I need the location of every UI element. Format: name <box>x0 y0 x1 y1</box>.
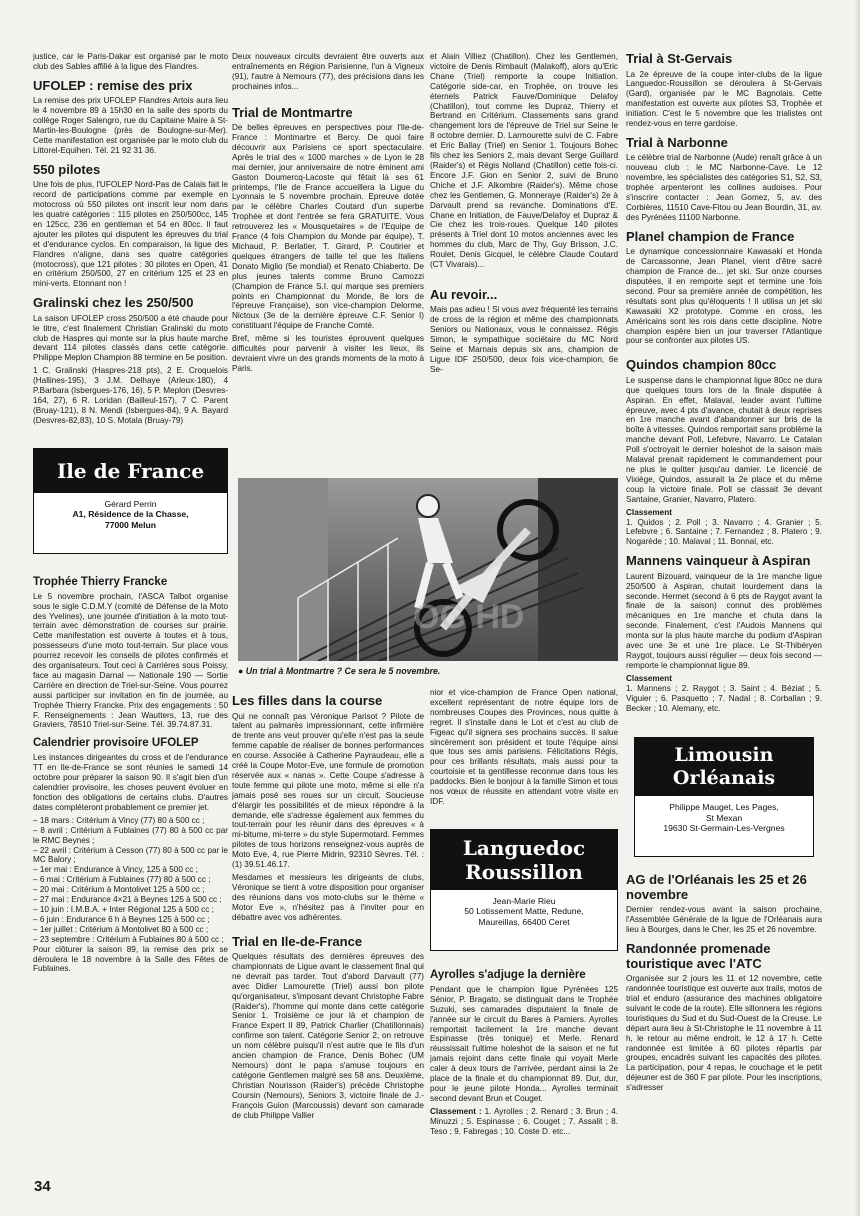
list-item: – 6 juin : Endurance 6 h à Beynes 125 à 500 cc ; <box>33 914 210 924</box>
narbonne-text: Le célèbre trial de Narbonne (Aude) renaît grâce à un nouveau club : le MC Narbonne-Cave. Le 12 novembre, les spécialistes des catégories S1, S2, S3, trophée arpenteront les collines audoises. Pour s'inscrire contacter : Jean Gomez, 5, av. des Corbières, 11510 Cave-Fitou ou Jean Bourdin, 31, av. des Pyrénées 11100 Narbonne. <box>626 153 822 222</box>
column-4 <box>626 52 822 1176</box>
quindos-text: Le suspense dans le championnat ligue 80cc ne dura que quelques tours lors de la finale disputée à Aspiran. En effet, Malaval, leader avant l'ultime épreuve, avec 4 pts d'avance, chutait à deux reprises en 1re manche avant d'abandonner sur bris de la boîte à vitesses. Quindos remportait sans problème la manche devant Poll, Lefebvre, Navarro. Le Catalan Poll s'octroyait le dernier holeshot de la saison mais Malaval prenait rapidement le commandement pour ne plus le quitter jusqu'au damier. Le licencié de Vixiège, Quindos, assurait la 2e place et du même coup la victoire finale. Poll se classait 3e devant Santaine, Granier, Navarro, Platero. <box>626 375 822 504</box>
list-item: – 8 avril : Critérium à Fublaines (77) 80 à 500 cc par le RMC Beynes ; <box>33 825 228 845</box>
column-3-bottom <box>430 688 618 1176</box>
gralinski-heading: Gralinski chez les 250/500 <box>33 295 194 311</box>
trial-photo-image <box>238 478 618 661</box>
ag-heading: AG de l'Orléanais les 25 et 26 novembre <box>626 872 807 902</box>
limousin-box-address <box>635 796 813 840</box>
stgervais-heading: Trial à St-Gervais <box>626 52 733 66</box>
gralinski-results: 1 C. Gralinski (Haspres-218 pts), 2 E. Croquelois (Hallines-195), 3 J.M. Delhaye (Arleux-180), 4 P.Barbara (Isbergues-176, 16), 5 P. Meplon (Desvres-164, 27), 6 R. Loridan (Bailleul-157), 7 C. Parent (Bruay-121), 8 N. Mendi (Isbergues-84), 9 A. Bayard (Desvres-82,83), 10 S. Motala (Bruay-79) <box>33 366 228 425</box>
mannens-text: Laurent Bizouard, vainqueur de la 1re manche ligue 250/500 à Aspiran, chutait lourdement dans la seconde. Hermet (second à 6 pts de Raygot avant la finale de la saison) connut des problèmes mécaniques en 1re manche et chuta dans la seconde. Finalement, c'est l'Audois Mannens qui monta sur la plus haute marche du podium d'Aspiran avec une 3e et une 1re place. Le St-Thibéryen Raygot, toujours aussi régulier — deux fois second — remporte le championnat ligue 89. <box>626 571 822 670</box>
pilotes-text: Une fois de plus, l'UFOLEP Nord-Pas de Calais fait le record de participations comme par exemple en motocross où 550 pilotes ont inscrit leur nom dans les quatre catégories : 115 pilotes en 250/500cc, 145 en 125cc, 236 en gentleman et 54 en 80cc. Il faut ajouter les pilotes qui disputent les épreuves du trial et d'endurance cyclos. En comparaison, la ligue des Flandres n'aligne, dans ses quatre catégories (motocross), que 121 pilotes : 30 pilotes en Open, 41 en critérium 250/500, 27 en critérium 125 et 23 en mini-verts. Etonnant non ! <box>33 180 228 289</box>
revoir-continuation: nior et vice-champion de France Open national, excellent représentant de notre équipe lors de nombreuses Coupes des Provinces, nous quitte à regret. Il s'installe dans le Lot et c'est au club de Figeac qu'il signera ses prochains succès. Il salue sincèrement son président et toute l'équipe ainsi que tous ses amis parisiens. Félicitations Régis, pour ces brillants résultats, mais aussi pour ta courtoisie et ta gentillesse reconnue dans tous les paddocks. Bien le bonjour à la famille Simon et tous nos vœux de réussite en attendant votre visite en IDF. <box>430 688 618 806</box>
ayrolles-text: Pendant que le champion ligue Pyrénées 125 Sénior, P. Bragato, se distinguait dans le Trophée Suzuki, ses camarades disputaient la finale de l'année sur le circuit du Bares à Pamiers. Ayrolles remportait facilement la 1re manche devant Espinasse (très tonique) et Merle. Renard réussissait l'ultime holeshot de la saison et ne fut jamais rejoint dans cette finale qui voyait Merle caler à deux tours de l'arrivée, perdant ainsi la 2e place de la finale et du championnat 89. Dur, dur, pour le jeune pilote Honda... Ayrolles terminait second devant Brun et Couget. <box>430 984 618 1103</box>
trial-photo <box>238 478 618 661</box>
filles-text: Qui ne connaît pas Véronique Parisot ? Pilote de talent au palmarès impressionnant, cette infirmière de trente ans veut prouver qu'elle n'est pas la seule femme capable de réaliser de bonnes performances en course. Associée à Catherine Payraudeau, elle a créé la Coupe Motor-Eve, une formule de promotion réservée aux « nanas ». Cette Coupe s'adresse à toute femme qui pilote une moto, même si elle n'a jamais posé ses roues sur un circuit. Soucieuse d'élargir les possibilités et de mieux répondre à la demande, elle s'adresse également aux femmes du tout-terrain pour les réunir dans des épreuves « à mi-bitume, mi-terre » du style Supermotard. Femmes pilotes de tous horizons renseignez-vous auprès de Moto Eve, 4, rue Pierre Midrin, 92310 Sèvres. Tél. : (1) 39.51.46.17. <box>232 711 424 870</box>
montmartre-text: De belles épreuves en perspectives pour l'Ile-de-France : Montmartre et Bercy. De quoi faire découvrir aux Parisiens ce sport spectaculaire. Après le trial des « 1000 marches » de Lyon le 28 mai dernier, jour anniversaire de notre éminent ami Gaston Doumercq-Lacoste qui fêtait là ses 61 printemps, l'Ile de France accueillera la Ligue du Lyonnais le 5 novembre prochain. Epreuve dotée par le célèbre Charles Coutard d'un superbe Trophée et dont l'entrée se fera GRATUITE. Vous retrouverez les « Mousquetaires » de l'Equipe de France (4 fois Champion du Monde par équipe), T. Michaud, P. Berlatier, T. Girard, P. Coutirier et quelques étrangers de taille tel que les Italiens Donato Miglio (5e mondial) et Renato Chiaberto. De plus jeunes talents comme Bruno Camozzi (Champion de France S.I. qui marque ses premiers points en Championnat du Monde, 8e lors de l'épreuve Française), son vice-champion Delorme, Nictoux (3e de la dernière épreuve C.F. Senior I) constituant l'équipe de Franche Comté. <box>232 123 424 331</box>
mannens-ranking: 1. Mannens ; 2. Raygot ; 3. Saint ; 4. Béziat ; 5. Viguier ; 6. Pasquetto ; 7. Nadal ; 8. Corballan ; 9. Becker ; 10. Alemany, etc. <box>626 683 822 713</box>
address-line: Gérard Perrin <box>104 498 157 509</box>
column-2-bottom <box>232 692 424 1176</box>
box-title-line: Languedoc <box>462 835 586 860</box>
list-item: – 6 mai : Critérium à Fublaines (77) 80 à 500 cc ; <box>33 875 211 885</box>
box-title-line: Orléanais <box>672 767 776 790</box>
page-number: 34 <box>34 1178 51 1195</box>
col2-intro: Deux nouveaux circuits devraient être ouverts aux entraînements en Région Parisienne, l'un à Vigneux (91), l'autre à Nemours (77), des précisions dans les prochaines infos... <box>232 52 424 91</box>
ile-de-france-box-title: Ile de France <box>34 449 227 493</box>
ufolep-text: La remise des prix UFOLEP Flandres Artois aura lieu le 4 novembre 89 à 15h30 en la salle des sports du collège Roger Salengro, rue du Capitaine Maire à St-Martin-les-Boulogne (près de Boulogne-sur-Mer). Cette manifestation est organisée par le moto club du Littorel-Equihen. Tél. 21 92 31 36. <box>33 96 228 155</box>
quindos-ranking: 1. Quidos ; 2. Poll ; 3. Navarro ; 4. Granier ; 5. Lefebvre ; 6. Santaine ; 7. Fernandez ; 8. Platero ; 9. Nogarède ; 10. Malaval ; 11. Bonnal, etc. <box>626 517 822 547</box>
photo-caption: ● Un trial à Montmartre ? Ce sera le 5 novembre. <box>238 666 441 676</box>
ufolep-heading: UFOLEP : remise des prix <box>33 77 193 93</box>
address-line: 19630 St-Germain-Les-Vergnes <box>663 823 785 834</box>
list-item: – 27 mai : Endurance 4×21 à Beynes 125 à 500 cc ; <box>33 895 222 905</box>
address-line: St Mexan <box>705 812 743 823</box>
list-item: – 22 avril : Critérium à Cesson (77) 80 à 500 cc par le MC Balory ; <box>33 845 228 865</box>
list-item: – 1er juillet : Critérium à Montolivet 80 à 500 cc ; <box>33 924 209 934</box>
filles-heading: Les filles dans la course <box>232 693 383 708</box>
francke-heading: Trophée Thierry Francke <box>33 575 168 588</box>
address-line: 50 Lotissement Matte, Redune, <box>464 906 584 917</box>
languedoc-box <box>430 829 618 951</box>
address-line: 77000 Melun <box>104 519 157 530</box>
ayrolles-ranking <box>430 1107 618 1137</box>
address-line: Maureillas, 66400 Ceret <box>478 916 570 927</box>
calendrier-outro: Pour clôturer la saison 89, la remise des prix se déroulera le 18 novembre à la Salle des Fêtes de Fublaines. <box>33 944 228 974</box>
box-title-line: Limousin <box>674 744 774 767</box>
page-edge-shadow <box>854 0 860 1216</box>
list-item: – 23 septembre : Critérium à Fublaines 80 à 500 cc ; <box>33 934 224 944</box>
calendrier-list <box>33 816 228 945</box>
ile-de-france-box <box>33 448 228 554</box>
revoir-text: Mais pas adieu ! Si vous avez fréquenté les terrains de cross de la région et même des championnats Seniors ou Nationaux, vous le connaissez. Régis Simon, le sympathique sociétaire du MC Nord Seine et Marnais depuis six ans, champion de Ligue IDF 250/500, deux fois vice-champion, 6e Se- <box>430 305 618 374</box>
planel-text: Le dynamique concessionnaire Kawasaki et Honda de Carcassonne, Jean Planel, vient d'être sacré champion de France de... jet ski. Sur onze courses disputées, il en remporte sept et termine une fois second. Pour sa première année de compétition, les résultats sont plus qu'éloquents ! Il utilisa un jet ski Kawasaki X2 prototype. Comme en cross, les Américains sont les rois dans cette discipline. Notre champion espère bien un jour traverser l'Atlantique pour se confronter aux pilotes US. <box>626 247 822 346</box>
pilotes-heading: 550 pilotes <box>33 161 101 177</box>
languedoc-box-address <box>431 890 617 934</box>
quindos-ranking-label: Classement <box>626 507 672 517</box>
list-item: – 1er mai : Endurance à Vincy, 125 à 500 cc ; <box>33 865 198 875</box>
rando-text: Organisée sur 2 jours les 11 et 12 novembre, cette randonnée touristique est ouverte aux trails, motos de trial et enduro (assurance des machines obligatoire suivant le code de la route). Elle sillonnera les régions touristiques du Sud et du Sud-Ouest de la Creuse. Le départ aura lieu à St-Christophe le 11 novembre à 11 h, le retour au même endroit, le 12 à 17 h. Cette randonnée est limitée à 60 pilotes répartis par groupes, encadrés suivant les capacités des pilotes. La participation, pour 4 repas, le couchage et le petit déjeuner est de 360 F par pilote. Pour les inscriptions, s'adresser <box>626 974 822 1093</box>
col1-intro: justice, car le Paris-Dakar est organisé par le moto club des Sables affilié à la ligue des Flandres. <box>33 52 228 71</box>
list-item: – 20 mai : Critérium à Montolivet 125 à 500 cc ; <box>33 885 205 895</box>
stgervais-text: La 2e épreuve de la coupe inter-clubs de la ligue Languedoc-Roussillon se déroulera à St-Gervais (Gard), organisée par le MC Bagnolais. Cette manifestation est ouverte aux pilotes S3, Trophée et initiation. C'est le 5 novembre que les trialistes ont rendez-vous en terre gardoise. <box>626 69 822 129</box>
watermark-text: OG HD <box>413 598 525 636</box>
mannens-ranking-label: Classement <box>626 673 672 683</box>
filles-text-2: Mesdames et messieurs les dirigeants de clubs, Véronique se tient à votre disposition pour organiser des réunions dans vos moto-clubs sur le thème « Motor Eve », n'hésitez pas à l'inviter pour en débattre avec vos adhérentes. <box>232 873 424 922</box>
gralinski-text: La saison UFOLEP cross 250/500 a été chaude pour le titre, c'est finalement Christian Gralinski du moto club de Haspres qui monte sur la plus haute marche devant 114 pilotes classés dans cette catégorie. Philippe Meplon Champion 88 termine en 5e position. <box>33 313 228 363</box>
trial-idf-text: Quelques résultats des dernières épreuves des championnats de Ligue avant le classement final qui ne devrait pas tarder. Tout d'abord Darvault (77) avec Didier Lamourette (Triel) aussi bon pilote qu'organisateur, s'imposant devant Christophe Fabre (Raider's), l'homme qui monte dans cette catégorie Senior 1. Troisième ce jour là et champion de France Expert II 89, Patrick Charlier (Chatillonnais) confirme son talent. Catégorie Senior 2, on retrouve un nom célèbre puisqu'il n'est autre que le fils d'un ancien champion de France, Denis Bohec (UM Nemours) dont le papa s'amuse toujours en catégorie Gentlemen malgré ses 58 ans. Deuxième, Christian Nourisson (Raider's) précède Christophe Coursin (Nemours), Seniors 3, victoire finale de J.-François Guion (Marcoussis) devant son camarade de club Philippe Vallier <box>232 952 424 1120</box>
ranking-results: 1. Ayrolles ; 2. Renard ; 3. Brun ; 4. Minuzzi ; 5. Espinasse ; 6. Couget ; 7. Assalit ; 8. Teso ; 9. Fabregas ; 10. Coste D. etc... <box>430 1106 618 1136</box>
address-line: A1, Résidence de la Chasse, <box>72 509 189 520</box>
mannens-heading: Mannens vainqueur à Aspiran <box>626 553 811 569</box>
calendrier-text: Les instances dirigeantes du cross et de l'endurance TT en Ile-de-France se sont réunies le samedi 14 octobre pour préparer la saison 90. Il s'agit bien d'un calendrier provisoire, les choses peuvent évoluer en fonction des obligations de certains clubs. D'autres dates compléteront probablement ce premier jet. <box>33 753 228 812</box>
ranking-label: Classement : <box>430 1106 482 1116</box>
revoir-heading: Au revoir... <box>430 286 498 302</box>
ile-de-france-box-address <box>34 493 227 537</box>
montmartre-heading: Trial de Montmartre <box>232 104 353 120</box>
col3-top-text: et Alain Villiez (Chatillon). Chez les Gentlemen, victoire de Denis Rimbault (Malakoff), alors qu'Eric Chane (Triel) remporte la coupe Initiation. Catégorie side-car, en Trophée, on trouve les éternels Patrick Fauve/Dominique Delafoy (Chatillon), tout comme les Dupraz, Thierry et Bertrand en Critérium. Classements sans grand changement lors de l'épreuve de Triel sur Seine le 8 octobre dernier. D. Larmourette suivi de C. Fabre et Eric Ballay (Triel) en Senior 1. Toujours Bohec fils chez les Seniors 2, mais devant Serge Guillard (Raider's) et Régis Nolland (Chatillon) cette fois-ci. Encore J.F. Gion en Senior 2, suivi de Bruno Chiche et J.F. Alkombre (Raider's). Même chose chez les Gentlemen, G. Monneraye (Raider's) 2e à Darvault prend sa revanche. Dominations d'E. Chane en Initiation, de Fauve/Delafoy et Dupraz & Cie chez les trois-roues. Quelque 140 pilotes présents à Triel dont 10 motos anciennes avec les hommes du club, Marc de Thy, Guy Brisson, J.C. Roulet, Denis Gicquel, le célèbre Claude Coutard (CT Vivarais)... <box>430 52 618 270</box>
address-line: Philippe Mauget, Les Pages, <box>669 802 779 813</box>
calendrier-heading: Calendrier provisoire UFOLEP <box>33 737 199 750</box>
column-3-top <box>430 52 618 472</box>
limousin-box <box>634 737 814 857</box>
languedoc-box-title <box>431 830 617 890</box>
quindos-heading: Quindos champion 80cc <box>626 357 777 373</box>
rando-heading: Randonnée promenade touristique avec l'ATC <box>626 941 771 971</box>
box-title-line: Roussillon <box>465 859 583 884</box>
narbonne-heading: Trial à Narbonne <box>626 134 728 150</box>
ayrolles-heading: Ayrolles s'adjuge la dernière <box>430 968 586 981</box>
list-item: – 10 juin : I.M.B.A. + Inter Régional 125 à 500 cc ; <box>33 904 214 914</box>
limousin-box-title <box>635 738 813 796</box>
address-line: Jean-Marie Rieu <box>492 895 556 906</box>
francke-text: Le 5 novembre prochain, l'ASCA Talbot organise sous le sigle C.D.M.Y (comité de Défense de la Moto des Yvelines), une journée d'initiation à la moto tout-terrain avec démonstration de courses sur prairie. Cette manifestation est ouverte à toutes et à tous, possesseurs d'une moto tout-terrain. Sur place vous pourrez recevoir les conseils de pilotes confirmés et des organisateurs. Tout ceci à Carrières sous Poissy, face au magasin Darnal — Nationale 190 — Sortie Carrière en direction de Triel-sur-Seine. Vous pourrez aussi participer sur invitation en fin de journée, au Trophée Thierry Francke. Prix des engagements : 50 F. Renseignements : Jean Wautters, 13, rue des Graviers, 78510 Triel-sur-Seine. Tél. 39.74.87.31. <box>33 591 228 730</box>
column-2-top <box>232 52 424 472</box>
list-item: – 18 mars : Critérium à Vincy (77) 80 à 500 cc ; <box>33 815 205 825</box>
montmartre-text-2: Bref, même si les touristes éprouvent quelques difficultés pour parvenir à visiter les lieux, ils devraient vivre un des grands moments de la moto à Paris. <box>232 334 424 373</box>
ag-text: Dernier rendez-vous avant la saison prochaine, l'Assemblée Générale de la ligue de l'Orléanais aura lieu à Bourges, dans le Cher, les 25 et 26 novembre. <box>626 905 822 935</box>
column-1 <box>33 52 228 1172</box>
planel-heading: Planel champion de France <box>626 228 795 244</box>
trial-idf-heading: Trial en Ile-de-France <box>232 933 363 949</box>
